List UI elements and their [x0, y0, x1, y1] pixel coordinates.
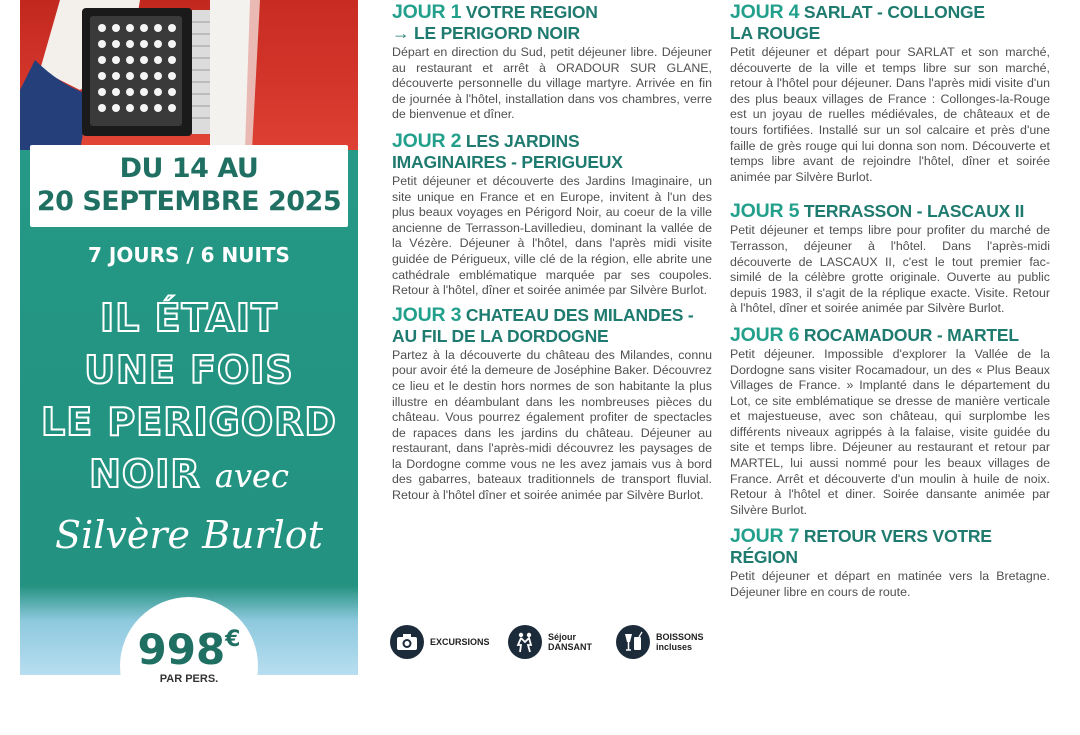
price-per-person: PAR PERS.	[159, 673, 219, 685]
artist-signature: Silvère Burlot	[55, 513, 323, 557]
day-3-number: JOUR 3	[392, 303, 462, 326]
trip-title-avec: avec	[214, 457, 289, 495]
date-line-1: DU 14 AU	[119, 153, 259, 184]
day-2-title	[392, 131, 712, 173]
day-4-title-b: LA ROUGE	[730, 23, 821, 43]
day-4-text: Petit déjeuner et départ pour SARLAT et son marché, découverte de la ville et temps libre sur son marché, retour à l'hôtel pour déjeuner. Dans l'après midi visite d'un des plus beaux villages de France : Collonges-la-Rouge est un joyau de ruelles médiévales, de châteaux et de tours fortifiées. Installé sur un sol calcaire et près d'une faille de grès rouge qui lui donna son nom. Découverte et temps libre avant de rejoindre l'hôtel, dîner et soirée animée par Silvère Burlot.	[730, 45, 1050, 184]
day-5-title-a: TERRASSON - LASCAUX II	[803, 201, 1025, 222]
day-3-title-a: CHATEAU DES MILANDES -	[465, 304, 694, 325]
drinks-icon	[616, 625, 650, 659]
day-1-title-b: → LE PERIGORD NOIR	[392, 23, 580, 43]
day-6	[730, 325, 1050, 519]
camera-icon	[390, 625, 424, 659]
day-2-title-b: IMAGINAIRES - PERIGUEUX	[392, 151, 623, 172]
included-features	[390, 620, 720, 664]
duration-label: 7 JOURS / 6 NUITS	[88, 243, 290, 267]
day-1-title-a: VOTRE REGION	[465, 2, 598, 22]
day-1-number: JOUR 1	[392, 1, 462, 23]
itinerary-column-1	[392, 2, 712, 510]
trip-title-line-3: LE PERIGORD	[41, 400, 337, 444]
trip-title-line-2: UNE FOIS	[84, 348, 294, 392]
day-3	[392, 305, 712, 504]
day-5-text: Petit déjeuner et temps libre pour profiter du marché de Terrasson, déjeuner à l'hôtel. Dans l'après-midi découverte de LASCAUX II, c'est le tout premier fac-similé de la célèbre grotte originale. Ouverte au public depuis 1983, il s'agit de la réplique exacte. Visite. Retour à l'hôtel, dîner et soirée animée par Silvère Burlot.	[730, 223, 1050, 316]
day-5-title	[730, 201, 1050, 222]
day-3-title	[392, 305, 712, 347]
day-4-title	[730, 2, 1050, 44]
day-1	[392, 2, 712, 123]
day-2-title-a: LES JARDINS	[465, 130, 580, 151]
feature-dance-label-b: DANSANT	[548, 642, 592, 652]
day-4-title-a: SARLAT - COLLONGE	[803, 2, 985, 22]
day-7-text: Petit déjeuner et départ en matinée vers la Bretagne. Déjeuner libre en cours de route.	[730, 569, 1050, 600]
day-4-number: JOUR 4	[730, 1, 800, 23]
dancers-icon	[508, 625, 542, 659]
day-6-title	[730, 325, 1050, 346]
day-5	[730, 201, 1050, 317]
price-value	[120, 597, 258, 673]
day-2	[392, 131, 712, 299]
day-7-title-a: RETOUR VERS VOTRE RÉGION	[730, 526, 992, 568]
feature-drinks-label-a: BOISSONS	[656, 632, 704, 642]
day-6-text: Petit déjeuner. Impossible d'explorer la Vallée de la Dordogne sans visiter Rocamadour, un des « Plus Beaux Villages de France. » Implanté dans le département du Lot, ce site emblématique se dresse de manière verticale et majestueuse, avec son château, qui surplombe les différents niveaux agrippés à la falaise, visite guidée du site et temps libre. Déjeuner au restaurant et retour par MARTEL, lui aussi nommé pour les beaux villages de France. Arrêt et découverte d'un moulin à huile de noix. Retour à l'hôtel et diner. Soirée dansante animée par Silvère Burlot.	[730, 346, 1050, 517]
feature-drinks-label	[656, 632, 704, 652]
feature-excursions	[390, 620, 490, 664]
accordion-player-image	[20, 0, 358, 150]
trip-title-line-1: IL ÉTAIT	[100, 296, 278, 340]
day-2-text: Petit déjeuner et découverte des Jardins Imaginaire, un site unique en France et en Europe, invitent à l'un des plus beaux voyages en Périgord Noir, au coeur de la ville ancienne de Terrasson-Lavilledieu, dominant la vallée de la Vézère. Déjeuner à l'hôtel, dans l'après midi visite guidée de Périgueux, ville clé de la région, elle abrite une cathédrale emblématique marquée par ses coupoles. Retour à l'hôtel, dîner et soirée animée par Silvère Burlot.	[392, 173, 712, 298]
day-6-number: JOUR 6	[730, 323, 800, 346]
day-5-number: JOUR 5	[730, 200, 800, 223]
feature-drinks	[616, 620, 704, 664]
day-7-title	[730, 526, 1050, 568]
feature-drinks-label-b: incluses	[656, 642, 693, 652]
day-3-text: Partez à la découverte du château des Milandes, connu pour avoir été la demeure de Joséphine Baker. Découvrez ce lieu et le destin hors normes de son habitante la plus illustre en déambulant dans les nombreuses pièces du château. Vous pourrez également profiter de spectacles de rapaces dans les jardins du château. Déjeuner au restaurant, dans l'après-midi découvrez les paysages de la Dordogne comme vous ne les avez jamais vus à bord des gabarres, bateaux traditionnels de transport fluvial. Retour à l'hôtel dîner et soirée animée par Silvère Burlot.	[392, 347, 712, 503]
feature-dance-label-a: Séjour	[548, 632, 577, 642]
itinerary-column-2	[730, 2, 1050, 607]
left-panel	[20, 0, 358, 685]
price-currency: €	[225, 627, 241, 652]
day-1-title	[392, 2, 712, 44]
day-1-text: Départ en direction du Sud, petit déjeuner libre. Déjeuner au restaurant et arrêt à ORADOUR SUR GLANE, découverte personnelle du village martyre. Arrivée en fin de journée à l'hôtel, installation dans vos chambres, verre de bienvenue et dîner.	[392, 45, 712, 122]
price-badge	[120, 597, 258, 735]
date-line-2: 20 SEPTEMBRE 2025	[36, 186, 342, 217]
feature-excursions-label: EXCURSIONS	[430, 637, 490, 647]
day-3-title-b: AU FIL DE LA DORDOGNE	[392, 325, 609, 346]
day-7	[730, 526, 1050, 600]
price-amount: 998	[137, 625, 226, 674]
day-6-title-a: ROCAMADOUR - MARTEL	[803, 324, 1019, 345]
date-box	[30, 145, 348, 227]
trip-title-line-4	[20, 448, 358, 502]
day-4	[730, 2, 1050, 185]
trip-title-noir: NOIR	[89, 452, 201, 496]
day-7-number: JOUR 7	[730, 525, 800, 548]
trip-title	[20, 292, 358, 502]
feature-dance	[508, 620, 592, 664]
day-2-number: JOUR 2	[392, 129, 462, 152]
feature-dance-label	[548, 632, 592, 652]
